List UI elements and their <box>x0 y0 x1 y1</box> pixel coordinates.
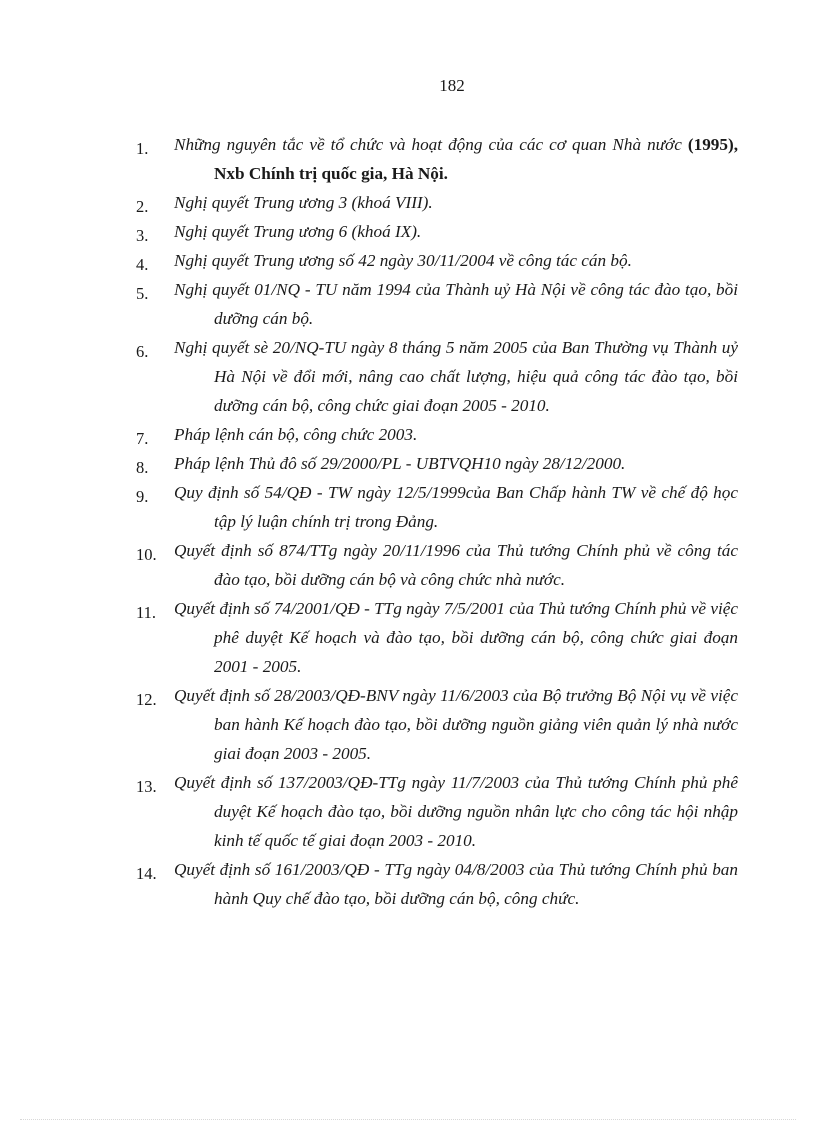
reference-number: 10. <box>136 545 157 564</box>
reference-item <box>136 246 738 275</box>
reference-number: 8. <box>136 458 149 477</box>
reference-number: 2. <box>136 197 149 216</box>
reference-text: Nghị quyết Trung ương 6 (khoá IX). <box>174 222 422 241</box>
reference-text: Quy định số 54/QĐ - TW ngày 12/5/1999của Ban Chấp hành TW về chế độ học tập lý luận chính trị trong Đảng. <box>174 483 738 531</box>
reference-text: Quyết định số 28/2003/QĐ-BNV ngày 11/6/2003 của Bộ trưởng Bộ Nội vụ về việc ban hành Kế hoạch đào tạo, bồi dưỡng nguồn giảng viên quản lý nhà nước giai đoạn 2003 - 2005. <box>174 686 738 763</box>
reference-number: 11. <box>136 603 157 622</box>
reference-list <box>136 130 738 913</box>
reference-item <box>136 188 738 217</box>
page-bottom-divider <box>20 1119 796 1120</box>
reference-item <box>136 768 738 855</box>
reference-text: Nghị quyết Trung ương 3 (khoá VIII). <box>174 193 433 212</box>
reference-publisher: (1995), Nxb Chính trị quốc gia, Hà Nội. <box>214 135 738 183</box>
reference-text <box>174 130 738 188</box>
reference-number: 5. <box>136 284 149 303</box>
reference-title: Những nguyên tắc về tổ chức và hoạt động của các cơ quan Nhà nước <box>174 135 682 154</box>
reference-text: Quyết định số 74/2001/QĐ - TTg ngày 7/5/2001 của Thủ tướng Chính phủ về việc phê duyệt Kế hoạch và đào tạo, bồi dưỡng cán bộ, công chức giai đoạn 2001 - 2005. <box>174 599 738 676</box>
reference-number: 7. <box>136 429 149 448</box>
reference-item <box>136 681 738 768</box>
reference-item <box>136 420 738 449</box>
reference-number: 9. <box>136 487 149 506</box>
reference-item <box>136 855 738 913</box>
reference-number: 12. <box>136 690 157 709</box>
reference-item <box>136 478 738 536</box>
reference-text: Quyết định số 874/TTg ngày 20/11/1996 của Thủ tướng Chính phủ về công tác đào tạo, bồi dưỡng cán bộ và công chức nhà nước. <box>174 541 738 589</box>
reference-text: Nghị quyết Trung ương số 42 ngày 30/11/2004 về công tác cán bộ. <box>174 251 632 270</box>
reference-item <box>136 130 738 188</box>
reference-item <box>136 275 738 333</box>
reference-text: Nghị quyết 01/NQ - TU năm 1994 của Thành uỷ Hà Nội về công tác đào tạo, bồi dưỡng cán bộ. <box>174 280 738 328</box>
reference-item <box>136 536 738 594</box>
reference-number: 3. <box>136 226 149 245</box>
reference-item <box>136 449 738 478</box>
reference-text: Pháp lệnh Thủ đô số 29/2000/PL - UBTVQH10 ngày 28/12/2000. <box>174 454 626 473</box>
page-number: 182 <box>439 76 465 95</box>
reference-text: Quyết định số 161/2003/QĐ - TTg ngày 04/8/2003 của Thủ tướng Chính phủ ban hành Quy chế đào tạo, bồi dưỡng cán bộ, công chức. <box>174 860 738 908</box>
reference-item <box>136 594 738 681</box>
reference-number: 1. <box>136 139 149 158</box>
reference-text: Nghị quyết sè 20/NQ-TU ngày 8 tháng 5 năm 2005 của Ban Thường vụ Thành uỷ Hà Nội về đổi mới, nâng cao chất lượng, hiệu quả công tác đào tạo, bồi dưỡng cán bộ, công chức giai đoạn 2005 - 2010. <box>174 338 738 415</box>
reference-number: 6. <box>136 342 149 361</box>
reference-item <box>136 333 738 420</box>
reference-number: 14. <box>136 864 157 883</box>
reference-number: 13. <box>136 777 157 796</box>
reference-text: Quyết định số 137/2003/QĐ-TTg ngày 11/7/2003 của Thủ tướng Chính phủ phê duyệt Kế hoạch đào tạo, bồi dưỡng nguồn nhân lực cho công tác hội nhập kinh tế quốc tế giai đoạn 2003 - 2010. <box>174 773 738 850</box>
reference-text: Pháp lệnh cán bộ, công chức 2003. <box>174 425 418 444</box>
reference-item <box>136 217 738 246</box>
reference-number: 4. <box>136 255 149 274</box>
